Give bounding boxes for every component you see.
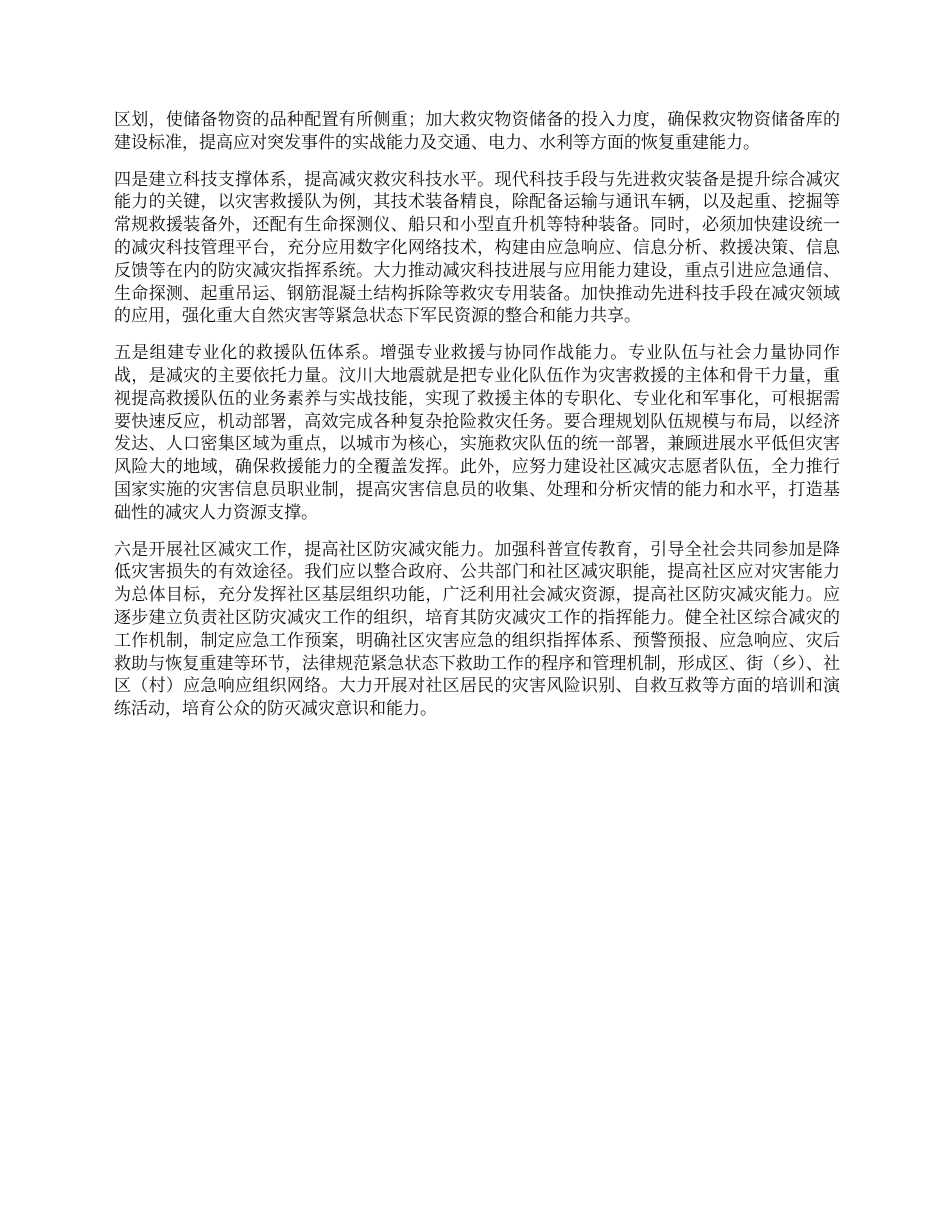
document-body [114,109,840,735]
paragraph-rescue-teams: 五是组建专业化的救援队伍体系。增强专业救援与协同作战能力。专业队伍与社会力量协同作战，是减灾的主要依托力量。汶川大地震就是把专业化队伍作为灾害救援的主体和骨干力量，重视提高救援队伍的业务素养与实战技能，实现了救援主体的专职化、专业化和军事化，可根据需要快速反应，机动部署，高效完成各种复杂抢险救灾任务。要合理规划队伍规模与布局，以经济发达、人口密集区域为重点，以城市为核心，实施救灾队伍的统一部署，兼顾进展水平低但灾害风险大的地域，确保救援能力的全覆盖发挥。此外，应努力建设社区减灾志愿者队伍，全力推行国家实施的灾害信息员职业制，提高灾害信息员的收集、处理和分析灾情的能力和水平，打造基础性的减灾人力资源支撑。 [114,343,840,523]
paragraph-reserve-continuation: 区划，使储备物资的品种配置有所侧重；加大救灾物资储备的投入力度，确保救灾物资储备库的建设标准，提高应对突发事件的实战能力及交通、电力、水利等方面的恢复重建能力。 [114,110,840,153]
paragraph-community-disaster-reduction: 六是开展社区减灾工作，提高社区防灾减灾能力。加强科普宣传教育，引导全社会共同参加是降低灾害损失的有效途径。我们应以整合政府、公共部门和社区减灾职能，提高社区应对灾害能力为总体目标，充分发挥社区基层组织功能，广泛利用社会减灾资源，提高社区防灾减灾能力。应逐步建立负责社区防灾减灾工作的组织，培育其防灾减灾工作的指挥能力。健全社区综合减灾的工作机制，制定应急工作预案，明确社区灾害应急的组织指挥体系、预警预报、应急响应、灾后救助与恢复重建等环节，法律规范紧急状态下救助工作的程序和管理机制，形成区、街（乡）、社区（村）应急响应组织网络。大力开展对社区居民的灾害风险识别、自救互救等方面的培训和演练活动，培育公众的防灭减灾意识和能力。 [114,539,840,720]
paragraph-tech-support: 四是建立科技支撑体系，提高减灾救灾科技水平。现代科技手段与先进救灾装备是提升综合减灾能力的关键，以灾害救援队为例，其技术装备精良，除配备运输与通讯车辆，以及起重、挖掘等常规救援装备外，还配有生命探测仪、船只和小型直升机等特种装备。同时，必须加快建设统一的减灾科技管理平台，充分应用数字化网络技术，构建由应急响应、信息分析、救援决策、信息反馈等在内的防灾减灾指挥系统。大力推动减灾科技进展与应用能力建设，重点引进应急通信、生命探测、起重吊运、钢筋混凝土结构拆除等救灾专用装备。加快推动先进科技手段在减灾领域的应用，强化重大自然灾害等紧急状态下军民资源的整合和能力共享。 [114,169,840,327]
